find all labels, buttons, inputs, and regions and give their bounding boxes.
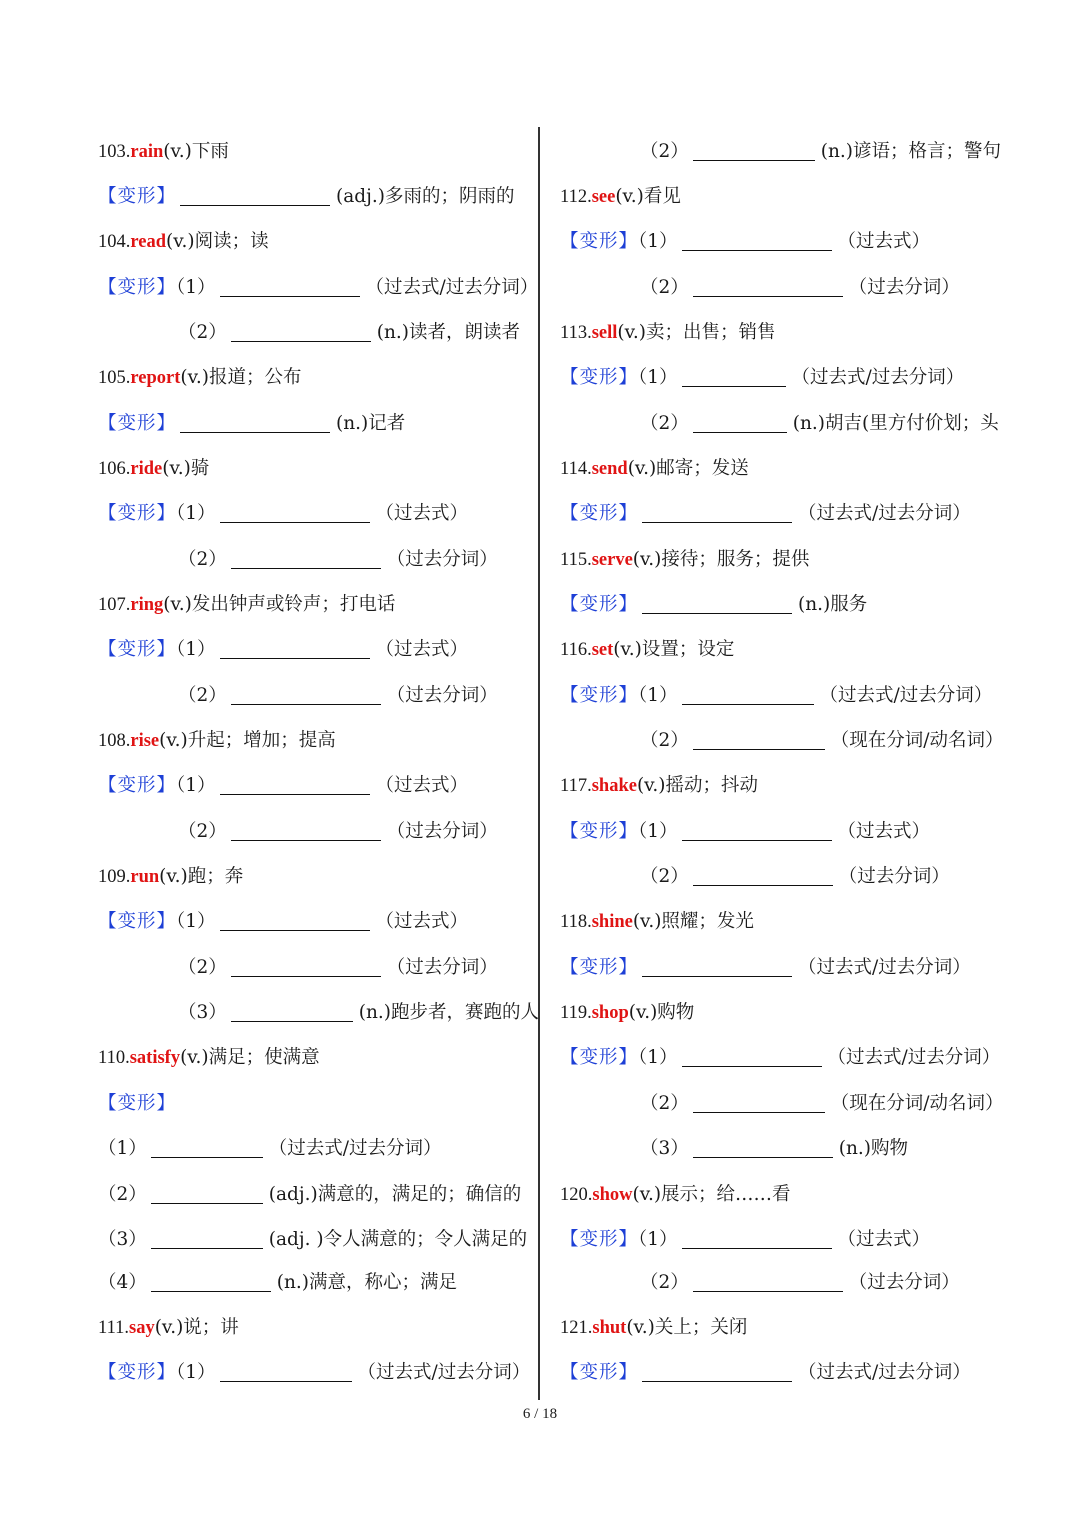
answer-blank[interactable]: [231, 820, 381, 841]
variant-line: [98, 271, 538, 305]
variant-line: [640, 135, 1001, 169]
answer-blank[interactable]: [220, 1361, 352, 1382]
entry-number: 117.: [560, 776, 592, 796]
entry-number: 119.: [560, 1003, 592, 1023]
column-divider: [538, 127, 540, 1400]
answer-blank[interactable]: [693, 865, 833, 886]
answer-blank[interactable]: [642, 1361, 792, 1382]
vocab-entry: [560, 1311, 747, 1345]
variant-tag: 【变形】: [560, 594, 639, 615]
variant-line: [560, 497, 971, 531]
variant-line: [178, 679, 498, 713]
variant-index: （1）: [638, 1229, 678, 1250]
variant-index: （2）: [178, 685, 227, 706]
answer-blank[interactable]: [682, 1228, 832, 1249]
variant-hint: （过去式）: [375, 911, 469, 932]
variant-index: （1）: [176, 503, 216, 524]
variant-tag: 【变形】: [560, 503, 639, 524]
headword: serve: [591, 550, 633, 570]
entry-definition: (v.)报道；公布: [180, 367, 302, 388]
variant-line: [560, 1041, 1000, 1075]
answer-blank[interactable]: [231, 956, 381, 977]
variant-line: [178, 316, 520, 350]
variant-line: [98, 407, 405, 441]
variant-tag: 【变形】: [98, 911, 177, 932]
variant-line: [98, 1178, 521, 1212]
variant-line: [640, 860, 950, 894]
variant-tag: 【变形】: [98, 413, 177, 434]
variant-hint: (adj.)多雨的；阴雨的: [336, 186, 515, 207]
variant-line: [98, 769, 468, 803]
answer-blank[interactable]: [682, 820, 832, 841]
entry-definition: (v.)卖；出售；销售: [617, 322, 776, 343]
variant-hint: (n.)购物: [838, 1138, 909, 1159]
variant-line: [98, 180, 514, 214]
vocab-entry: [560, 905, 754, 939]
headword: report: [130, 368, 181, 388]
variant-line: [640, 1087, 1004, 1121]
headword: say: [129, 1318, 155, 1338]
variant-line: [640, 407, 999, 441]
answer-blank[interactable]: [682, 1046, 822, 1067]
variant-hint: (n.)服务: [798, 594, 868, 615]
vocab-entry: [98, 452, 209, 486]
variant-hint: （过去式/过去分词）: [365, 277, 539, 298]
variant-line: [640, 271, 960, 305]
variant-hint: （过去式）: [375, 639, 469, 660]
entry-number: 110.: [98, 1048, 130, 1068]
variant-index: （3）: [178, 1002, 227, 1023]
variant-line: [98, 1266, 457, 1300]
variant-line: [98, 497, 468, 531]
variant-tag: 【变形】: [560, 821, 639, 842]
vocab-entry: [560, 1178, 791, 1212]
entry-number: 108.: [98, 731, 131, 751]
variant-line: [560, 951, 971, 985]
vocab-entry: [560, 769, 758, 803]
variant-hint: （过去式/过去分词）: [798, 1362, 971, 1383]
variant-line: [560, 815, 930, 849]
entry-definition: (v.)下雨: [163, 141, 229, 162]
variant-tag: 【变形】: [98, 186, 177, 207]
variant-hint: （过去分词）: [838, 866, 950, 887]
variant-hint: (adj.)满意的，满足的；确信的: [268, 1184, 522, 1205]
vocab-entry: [560, 633, 734, 667]
variant-index: （1）: [176, 639, 216, 660]
variant-tag: 【变形】: [98, 503, 177, 524]
variant-hint: （过去分词）: [848, 277, 960, 298]
variant-tag: 【变形】: [560, 685, 639, 706]
entry-number: 105.: [98, 368, 131, 388]
variant-index: （2）: [640, 1093, 689, 1114]
entry-definition: (v.)展示；给……看: [632, 1184, 791, 1205]
answer-blank[interactable]: [682, 230, 832, 251]
variant-line: [560, 361, 964, 395]
answer-blank[interactable]: [151, 1183, 263, 1204]
variant-hint: （过去式/过去分词）: [791, 367, 965, 388]
headword: shake: [591, 776, 637, 796]
vocab-entry: [560, 452, 749, 486]
vocab-entry: [98, 588, 395, 622]
variant-index: （1）: [638, 1047, 678, 1068]
variant-hint: （过去式/过去分词）: [798, 957, 971, 978]
variant-index: （1）: [176, 1362, 216, 1383]
answer-blank[interactable]: [231, 548, 381, 569]
variant-hint: (adj. )令人满意的；令人满足的: [268, 1229, 528, 1250]
variant-line: [98, 633, 468, 667]
variant-index: （2）: [640, 1272, 689, 1293]
entry-definition: (v.)发出钟声或铃声；打电话: [163, 594, 396, 615]
variant-line: [98, 905, 468, 939]
vocab-entry: [98, 724, 336, 758]
variant-index: （2）: [640, 866, 689, 887]
headword: see: [591, 187, 616, 207]
entry-definition: (v.)阅读；读: [166, 231, 269, 252]
vocab-entry: [98, 135, 229, 169]
variant-hint: (n.)满意，称心；满足: [276, 1272, 458, 1293]
variant-line: [640, 724, 1004, 758]
variant-hint: （过去分词）: [386, 549, 498, 570]
variant-tag: 【变形】: [560, 1229, 639, 1250]
entry-number: 111.: [98, 1318, 130, 1338]
variant-line: [178, 996, 539, 1030]
variant-hint: （过去式）: [837, 821, 931, 842]
answer-blank[interactable]: [220, 276, 360, 297]
vocab-entry: [98, 1041, 320, 1075]
answer-blank[interactable]: [180, 412, 330, 433]
vocab-entry: [98, 225, 269, 259]
variant-tag: 【变形】: [560, 957, 639, 978]
entry-definition: (v.)骑: [162, 458, 210, 479]
variant-tag: 【变形】: [560, 367, 639, 388]
variant-tag: 【变形】: [560, 1362, 639, 1383]
entry-definition: (v.)升起；增加；提高: [159, 730, 336, 751]
variant-index: （2）: [640, 277, 689, 298]
answer-blank[interactable]: [693, 729, 825, 750]
variant-line: [560, 225, 930, 259]
headword: read: [130, 232, 167, 252]
variant-hint: (n.)胡吉(里方付价划；头: [792, 413, 999, 434]
vocab-entry: [98, 1311, 239, 1345]
variant-index: （2）: [640, 141, 689, 162]
variant-hint: （过去式）: [837, 231, 931, 252]
variant-index: （2）: [178, 821, 227, 842]
entry-definition: (v.)关上；关闭: [626, 1317, 748, 1338]
answer-blank[interactable]: [231, 1001, 353, 1022]
vocab-entry: [560, 996, 694, 1030]
variant-line: [560, 1356, 971, 1390]
headword: show: [592, 1185, 633, 1205]
entry-definition: (v.)邮寄；发送: [627, 458, 749, 479]
variant-tag: 【变形】: [560, 231, 639, 252]
headword: ride: [130, 459, 163, 479]
entry-definition: (v.)跑；奔: [159, 866, 244, 887]
answer-blank[interactable]: [220, 910, 370, 931]
variant-hint: (n.)读者，朗读者: [376, 322, 521, 343]
answer-blank[interactable]: [682, 684, 814, 705]
entry-number: 116.: [560, 640, 592, 660]
answer-blank[interactable]: [151, 1271, 271, 1292]
answer-blank[interactable]: [180, 185, 330, 206]
headword: shine: [591, 912, 633, 932]
entry-number: 118.: [560, 912, 592, 932]
headword: satisfy: [129, 1048, 181, 1068]
headword: ring: [130, 595, 164, 615]
vocab-entry: [560, 543, 809, 577]
answer-blank[interactable]: [231, 684, 381, 705]
variant-hint: （现在分词/动名词）: [830, 1093, 1004, 1114]
entry-number: 104.: [98, 232, 131, 252]
variant-hint: （过去分词）: [386, 685, 498, 706]
answer-blank[interactable]: [693, 412, 787, 433]
variant-index: （4）: [98, 1272, 147, 1293]
variant-index: （1）: [638, 231, 678, 252]
headword: rain: [130, 142, 164, 162]
variant-hint: （过去式/过去分词）: [798, 503, 971, 524]
entry-number: 121.: [560, 1318, 593, 1338]
entry-definition: (v.)购物: [628, 1002, 695, 1023]
variant-hint: （过去分词）: [386, 957, 498, 978]
headword: send: [591, 459, 628, 479]
vocab-entry: [560, 180, 681, 214]
variant-index: （3）: [640, 1138, 689, 1159]
variant-tag: 【变形】: [98, 277, 177, 298]
entry-number: 113.: [560, 323, 592, 343]
variant-index: （2）: [640, 730, 689, 751]
variant-hint: （过去式/过去分词）: [357, 1362, 531, 1383]
answer-blank[interactable]: [693, 1092, 825, 1113]
variant-index: （1）: [98, 1138, 147, 1159]
variant-index: （2）: [178, 549, 227, 570]
variant-line: [178, 951, 498, 985]
variant-hint: （过去式/过去分词）: [819, 685, 993, 706]
entry-definition: (v.)看见: [615, 186, 681, 207]
variant-index: （2）: [640, 413, 689, 434]
variant-hint: （过去式/过去分词）: [827, 1047, 1001, 1068]
headword: set: [591, 640, 614, 660]
variant-hint: （过去分词）: [848, 1272, 960, 1293]
answer-blank[interactable]: [220, 774, 370, 795]
entry-definition: (v.)接待；服务；提供: [632, 549, 810, 570]
answer-blank[interactable]: [642, 956, 792, 977]
variant-index: （2）: [178, 957, 227, 978]
answer-blank[interactable]: [642, 593, 792, 614]
variant-line: [560, 1223, 930, 1257]
variant-index: （1）: [638, 821, 678, 842]
variant-index: （3）: [98, 1229, 147, 1250]
page-number: 6 / 18: [522, 1406, 558, 1422]
variant-hint: （过去分词）: [386, 821, 498, 842]
entry-definition: (v.)满足；使满意: [180, 1047, 320, 1068]
variant-hint: （过去式）: [837, 1229, 931, 1250]
answer-blank[interactable]: [693, 1137, 833, 1158]
variant-line: [98, 1223, 527, 1257]
entry-definition: (v.)照耀；发光: [632, 911, 754, 932]
variant-hint: （过去式/过去分词）: [268, 1138, 442, 1159]
vocab-entry: [98, 860, 243, 894]
entry-number: 112.: [560, 187, 592, 207]
answer-blank[interactable]: [682, 366, 786, 387]
variant-index: （1）: [638, 685, 678, 706]
variant-hint: （现在分词/动名词）: [830, 730, 1004, 751]
variant-line: [98, 1356, 530, 1390]
variant-index: （2）: [98, 1184, 147, 1205]
headword: run: [130, 867, 160, 887]
answer-blank[interactable]: [151, 1228, 263, 1249]
variant-line: [640, 1132, 908, 1166]
answer-blank[interactable]: [693, 1271, 843, 1292]
entry-number: 120.: [560, 1185, 593, 1205]
answer-blank[interactable]: [693, 140, 815, 161]
variant-hint: (n.)记者: [336, 413, 406, 434]
entry-definition: (v.)说；讲: [154, 1317, 239, 1338]
variant-tag: 【变形】: [98, 639, 177, 660]
answer-blank[interactable]: [231, 321, 371, 342]
entry-number: 115.: [560, 550, 592, 570]
entry-number: 106.: [98, 459, 131, 479]
variant-hint: (n.)跑步者，赛跑的人: [358, 1002, 540, 1023]
variant-index: （2）: [178, 322, 227, 343]
entry-definition: (v.)摇动；抖动: [636, 775, 759, 796]
entry-definition: (v.)设置；设定: [613, 639, 735, 660]
answer-blank[interactable]: [642, 502, 792, 523]
vocab-entry: [560, 316, 775, 350]
variant-tag: 【变形】: [560, 1047, 639, 1068]
answer-blank[interactable]: [693, 276, 843, 297]
variant-line: [98, 1087, 176, 1121]
variant-index: （1）: [176, 277, 216, 298]
vocab-entry: [98, 361, 301, 395]
variant-index: （1）: [176, 911, 216, 932]
variant-index: （1）: [176, 775, 216, 796]
variant-line: [178, 543, 498, 577]
variant-hint: （过去式）: [375, 503, 469, 524]
variant-tag: 【变形】: [98, 1093, 177, 1114]
headword: shut: [592, 1318, 627, 1338]
variant-hint: (n.)谚语；格言；警句: [820, 141, 1002, 162]
entry-number: 107.: [98, 595, 131, 615]
variant-line: [640, 1266, 960, 1300]
variant-hint: （过去式）: [375, 775, 469, 796]
variant-line: [560, 679, 992, 713]
answer-blank[interactable]: [151, 1137, 263, 1158]
headword: rise: [130, 731, 160, 751]
variant-index: （1）: [638, 367, 678, 388]
answer-blank[interactable]: [220, 638, 370, 659]
entry-number: 103.: [98, 142, 131, 162]
variant-tag: 【变形】: [98, 1362, 177, 1383]
headword: sell: [591, 323, 618, 343]
entry-number: 109.: [98, 867, 131, 887]
variant-line: [178, 815, 498, 849]
entry-number: 114.: [560, 459, 592, 479]
variant-line: [560, 588, 867, 622]
answer-blank[interactable]: [220, 502, 370, 523]
headword: shop: [591, 1003, 629, 1023]
variant-tag: 【变形】: [98, 775, 177, 796]
variant-line: [98, 1132, 442, 1166]
